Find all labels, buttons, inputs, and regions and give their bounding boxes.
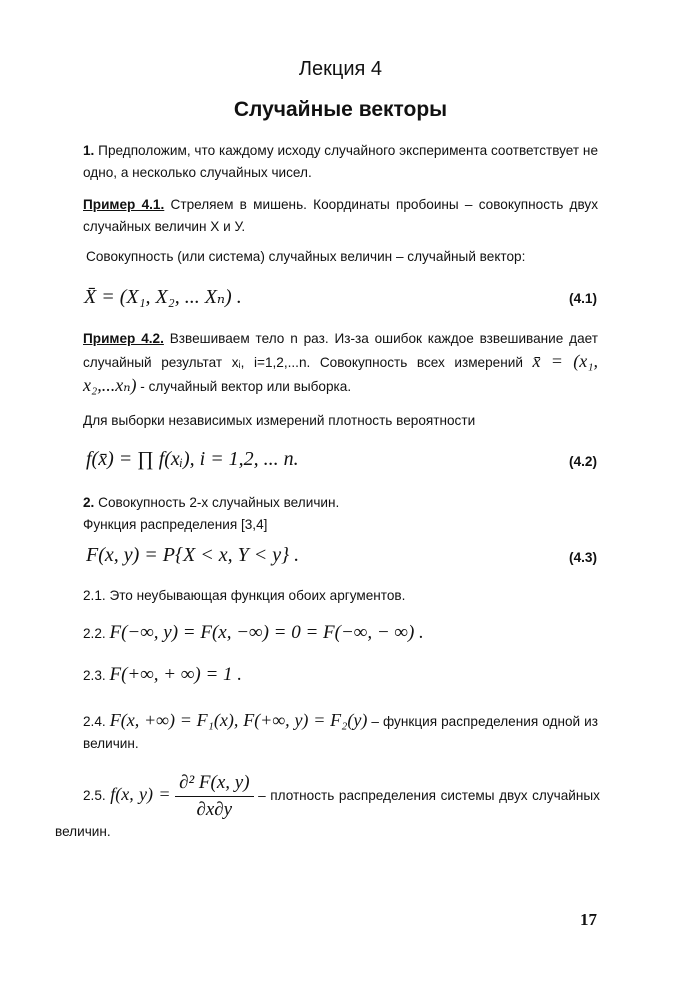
item-2-5-denominator: ∂x∂y	[196, 799, 233, 820]
item-2-4-text: – функция распределения одной из величин.	[83, 714, 598, 751]
item-2-3-formula: F(+∞, + ∞) = 1 .	[109, 664, 243, 685]
example-4-2	[83, 328, 598, 398]
paragraph-1-text: Предположим, что каждому исходу случайного эксперимента соответствует не одно, а несколько случайных чисел.	[83, 143, 599, 180]
paragraph-random-vector: Совокупность (или система) случайных величин – случайный вектор:	[86, 249, 526, 264]
example-4-1-label: Пример 4.1.	[83, 197, 165, 212]
item-2-5-label: 2.5.	[83, 788, 106, 804]
item-2-4	[83, 709, 598, 755]
item-2-5-fraction	[175, 772, 253, 821]
lecture-title: Лекция 4	[298, 58, 383, 80]
paragraph-2-number: 2.	[83, 495, 95, 510]
item-2-4-formula: F(x, +∞) = F₁(x), F(+∞, y) = F₂(y)	[109, 710, 368, 730]
paragraph-2	[83, 492, 598, 536]
item-2-3	[83, 664, 242, 686]
chapter-title: Случайные векторы	[233, 98, 448, 121]
example-4-2-suffix: - случайный вектор или выборка.	[136, 379, 352, 394]
item-2-5-numerator: ∂² F(x, y)	[175, 772, 253, 797]
paragraph-1-number: 1.	[83, 143, 95, 158]
item-2-3-label: 2.3.	[83, 668, 106, 683]
item-2-2	[83, 622, 424, 644]
paragraph-2-text: Совокупность 2-х случайных величин.	[98, 495, 340, 510]
equation-4-3-number: (4.3)	[569, 550, 597, 565]
paragraph-2-line-1	[83, 492, 598, 514]
equation-4-2-number: (4.2)	[569, 454, 597, 469]
item-2-4-label: 2.4.	[83, 714, 106, 729]
item-2-1: 2.1. Это неубывающая функция обоих аргументов.	[83, 588, 406, 603]
equation-4-3: F(x, y) = P{X < x, Y < y} .	[86, 544, 300, 566]
paragraph-1	[83, 140, 598, 184]
item-2-5	[55, 772, 600, 843]
equation-4-2: f(x̄) = ∏ f(xᵢ), i = 1,2, ... n.	[86, 448, 299, 470]
equation-4-1-number: (4.1)	[569, 291, 597, 306]
item-2-2-label: 2.2.	[83, 626, 106, 641]
example-4-1	[83, 194, 598, 238]
example-4-1-text: Стреляем в мишень. Координаты пробоины – совокупность двух случайных величин X и У.	[83, 197, 598, 234]
example-4-2-text: Взвешиваем тело n раз. Из-за ошибок каждое взвешивание дает случайный результат xᵢ, i=1,2,...n. Совокупность всех измерений	[83, 331, 598, 370]
item-2-5-lhs: f(x, y) =	[110, 784, 171, 805]
equation-4-1: X̄ = (X₁, X₂, ... Xₙ) .	[84, 286, 242, 308]
page-number: 17	[580, 910, 597, 929]
example-4-2-label: Пример 4.2.	[83, 331, 164, 346]
item-2-2-formula: F(−∞, y) = F(x, −∞) = 0 = F(−∞, − ∞) .	[109, 622, 424, 643]
sample-vector-formula: x̄ = (x₁, x₂,...xₙ)	[83, 351, 598, 395]
item-2-5-text: – плотность распределения системы двух случайных величин.	[55, 788, 600, 839]
paragraph-2-line-2: Функция распределения [3,4]	[83, 517, 268, 532]
paragraph-density: Для выборки независимых измерений плотность вероятности	[83, 413, 476, 428]
